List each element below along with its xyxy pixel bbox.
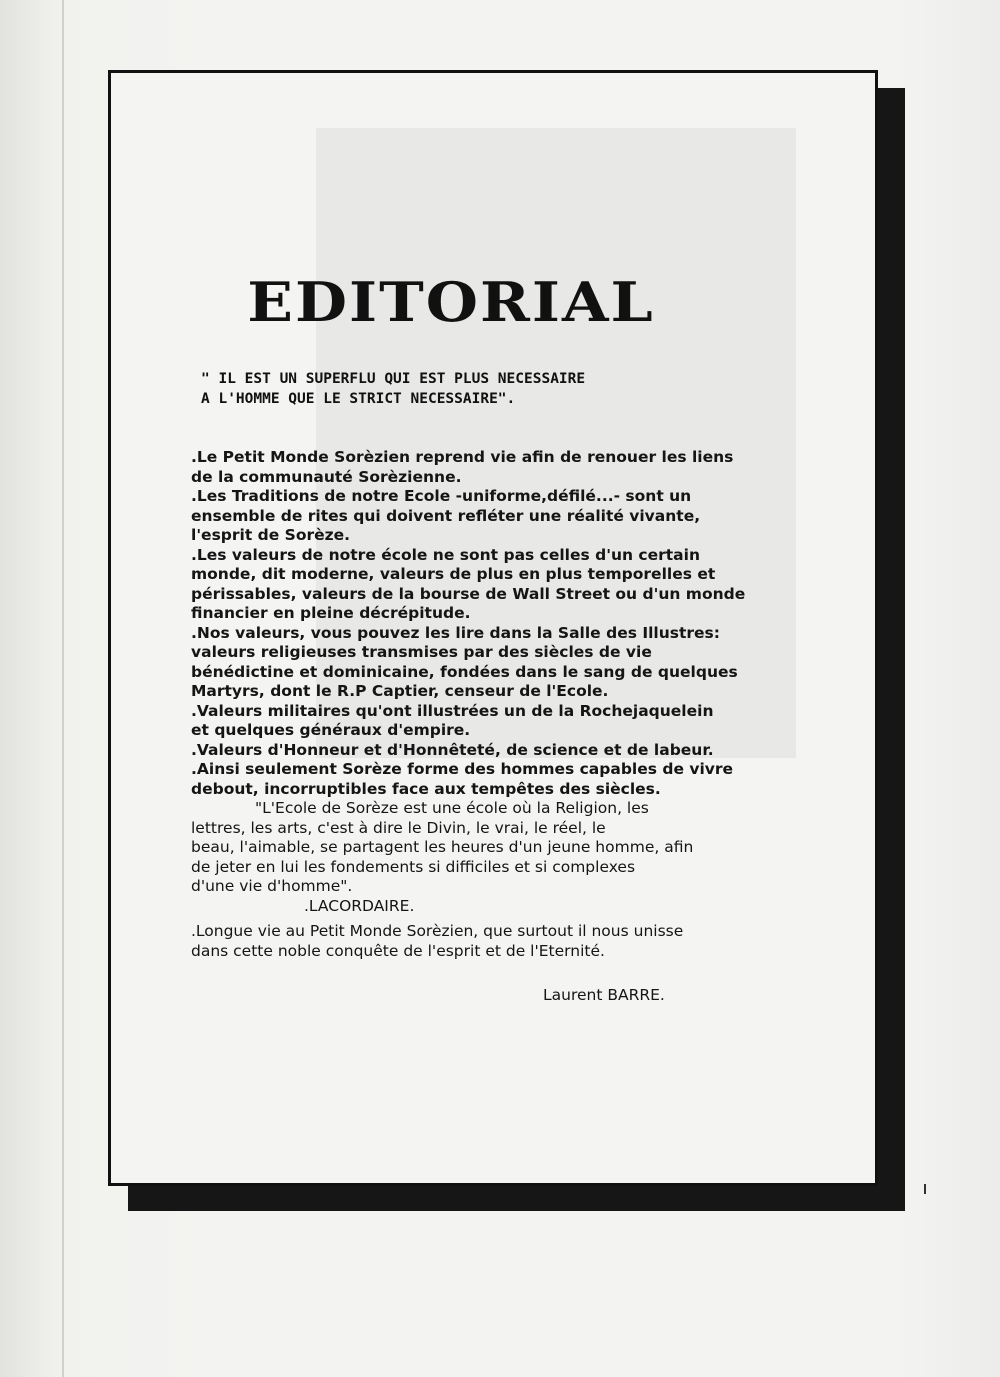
closing-paragraph xyxy=(191,921,801,961)
body-line: .Les valeurs de notre école ne sont pas celles d'un certain xyxy=(191,545,700,564)
quote-line: " IL EST UN SUPERFLU QUI EST PLUS NECESSAIRE xyxy=(201,371,586,387)
lacordaire-quote xyxy=(191,799,801,897)
body-line: de la communauté Sorèzienne. xyxy=(191,467,462,486)
body-line: et quelques généraux d'empire. xyxy=(191,721,471,739)
editorial-body xyxy=(191,448,801,916)
body-line: .Valeurs militaires qu'ont illustrées un de la Rochejaquelein xyxy=(191,701,714,720)
signature: Laurent BARRE. xyxy=(543,986,665,1004)
body-line: Martyrs, dont le R.P Captier, censeur de l'Ecole. xyxy=(191,682,609,700)
quote-attribution: .LACORDAIRE. xyxy=(304,896,415,915)
body-line: .Valeurs d'Honneur et d'Honnêteté, de science et de labeur. xyxy=(191,740,714,759)
body-line: debout, incorruptibles face aux tempêtes des siècles. xyxy=(191,779,661,798)
body-line: monde, dit moderne, valeurs de plus en plus temporelles et xyxy=(191,565,716,583)
quote-line: de jeter en lui les fondements si difficiles et si complexes xyxy=(191,857,636,876)
body-line: ensemble de rites qui doivent refléter une réalité vivante, xyxy=(191,506,701,525)
quote-line: lettres, les arts, c'est à dire le Divin, le vrai, le réel, le xyxy=(191,818,606,837)
body-line: .Le Petit Monde Sorèzien reprend vie afin de renouer les liens xyxy=(191,448,734,466)
editorial-frame xyxy=(108,70,878,1186)
quote-line: "L'Ecole de Sorèze est une école où la Religion, les xyxy=(255,799,649,817)
page-mark xyxy=(924,1184,926,1194)
closing-line: dans cette noble conquête de l'esprit et de l'Eternité. xyxy=(191,942,605,960)
epigraph-quote xyxy=(201,369,721,409)
quote-line: d'une vie d'homme". xyxy=(191,877,353,895)
body-line: .Ainsi seulement Sorèze forme des hommes capables de vivre xyxy=(191,760,734,778)
quote-line: A L'HOMME QUE LE STRICT NECESSAIRE". xyxy=(201,391,516,407)
body-line: valeurs religieuses transmises par des siècles de vie xyxy=(191,643,652,661)
body-line: .Nos valeurs, vous pouvez les lire dans la Salle des Illustres: xyxy=(191,623,720,642)
closing-line: .Longue vie au Petit Monde Sorèzien, que surtout il nous unisse xyxy=(191,922,684,940)
body-line: l'esprit de Sorèze. xyxy=(191,526,351,544)
body-line: .Les Traditions de notre Ecole -uniforme,défilé...- sont un xyxy=(191,487,692,505)
binding-line xyxy=(62,0,64,1377)
body-line: financier en pleine décrépitude. xyxy=(191,604,471,622)
body-line: bénédictine et dominicaine, fondées dans le sang de quelques xyxy=(191,662,738,681)
body-line: périssables, valeurs de la bourse de Wall Street ou d'un monde xyxy=(191,584,746,603)
quote-line: beau, l'aimable, se partagent les heures d'un jeune homme, afin xyxy=(191,838,694,856)
page-title: EDITORIAL xyxy=(247,271,655,335)
